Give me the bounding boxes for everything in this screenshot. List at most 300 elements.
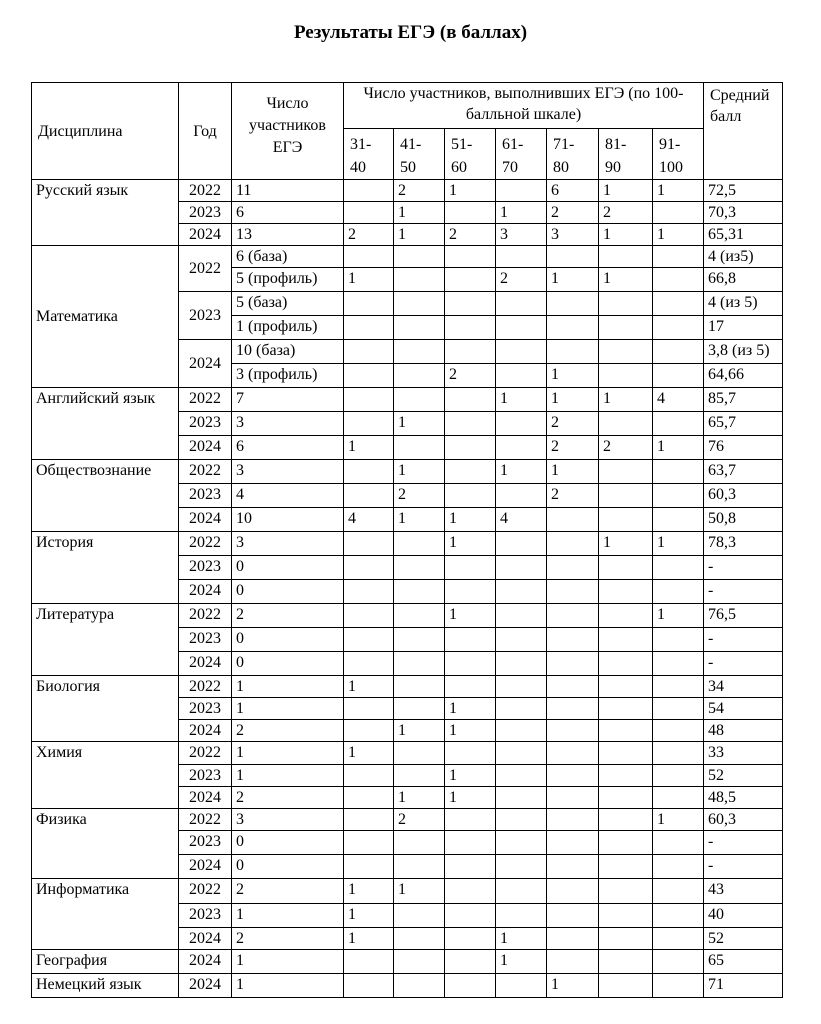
score-bin-cell <box>344 292 394 316</box>
score-bin-cell <box>445 292 496 316</box>
score-bin-cell <box>547 628 599 652</box>
average-score-cell: 4 (из5) <box>704 246 783 268</box>
score-bin-cell: 1 <box>394 412 445 436</box>
average-score-cell: - <box>704 652 783 676</box>
score-bin-cell: 1 <box>547 460 599 484</box>
average-score-cell: 54 <box>704 698 783 720</box>
score-bin-cell: 1 <box>496 460 547 484</box>
score-bin-cell <box>547 742 599 765</box>
score-bin-cell <box>445 268 496 292</box>
average-score-cell: 63,7 <box>704 460 783 484</box>
score-bin-cell <box>496 292 547 316</box>
score-bin-cell: 1 <box>653 604 704 628</box>
score-bin-cell <box>653 556 704 580</box>
year-cell: 2024 <box>179 340 232 388</box>
score-bin-cell <box>394 950 445 974</box>
score-bin-cell <box>599 950 653 974</box>
score-bin-cell <box>344 855 394 879</box>
average-score-cell: 33 <box>704 742 783 765</box>
participant-count-cell: 0 <box>232 580 344 604</box>
score-bin-cell <box>653 652 704 676</box>
score-bin-cell <box>547 556 599 580</box>
year-cell: 2022 <box>179 809 232 831</box>
score-bin-cell <box>344 340 394 364</box>
score-bin-cell <box>653 484 704 508</box>
average-score-cell: 71 <box>704 974 783 998</box>
score-bin-cell <box>599 809 653 831</box>
score-bin-cell: 2 <box>599 202 653 224</box>
average-score-cell: 72,5 <box>704 180 783 202</box>
score-bin-cell <box>599 580 653 604</box>
score-bin-cell <box>394 316 445 340</box>
score-bin-cell <box>445 484 496 508</box>
score-bin-cell: 1 <box>653 809 704 831</box>
score-bin-cell <box>653 460 704 484</box>
score-bin-cell <box>653 246 704 268</box>
score-bin-cell <box>344 180 394 202</box>
participant-count-cell: 5 (профиль) <box>232 268 344 292</box>
discipline-cell: Информатика <box>32 879 179 950</box>
participant-count-cell: 0 <box>232 831 344 855</box>
score-bin-cell <box>496 855 547 879</box>
participant-count-cell: 1 <box>232 676 344 698</box>
score-bin-cell <box>394 628 445 652</box>
average-score-cell: 34 <box>704 676 783 698</box>
score-bin-cell <box>653 292 704 316</box>
score-bin-cell <box>653 928 704 950</box>
score-bin-cell <box>653 676 704 698</box>
table-row <box>32 742 783 765</box>
score-bin-cell: 6 <box>547 180 599 202</box>
score-bin-cell <box>599 904 653 928</box>
score-bin-cell <box>599 364 653 388</box>
score-bin-cell <box>445 246 496 268</box>
score-bin-cell <box>344 809 394 831</box>
participant-count-cell: 6 <box>232 202 344 224</box>
header-score-bin: 61- 70 <box>496 129 547 180</box>
score-bin-cell: 1 <box>547 388 599 412</box>
participant-count-cell: 10 <box>232 508 344 532</box>
score-bin-cell: 2 <box>496 268 547 292</box>
score-bin-cell <box>344 532 394 556</box>
score-bin-cell: 1 <box>599 388 653 412</box>
average-score-cell: 65 <box>704 950 783 974</box>
participant-count-cell: 0 <box>232 855 344 879</box>
score-bin-cell <box>394 604 445 628</box>
score-bin-cell: 1 <box>394 202 445 224</box>
score-bin-cell: 1 <box>496 202 547 224</box>
discipline-cell: Литература <box>32 604 179 676</box>
table-row <box>32 180 783 202</box>
table-row <box>32 950 783 974</box>
score-bin-cell <box>344 787 394 809</box>
average-score-cell: 85,7 <box>704 388 783 412</box>
score-bin-cell: 1 <box>599 224 653 246</box>
participant-count-cell: 0 <box>232 628 344 652</box>
score-bin-cell: 2 <box>445 224 496 246</box>
score-bin-cell <box>445 652 496 676</box>
score-bin-cell <box>445 928 496 950</box>
year-cell: 2023 <box>179 904 232 928</box>
score-bin-cell <box>344 580 394 604</box>
score-bin-cell <box>445 904 496 928</box>
score-bin-cell <box>599 676 653 698</box>
score-bin-cell <box>496 180 547 202</box>
participant-count-cell: 6 (база) <box>232 246 344 268</box>
score-bin-cell <box>599 928 653 950</box>
score-bin-cell: 1 <box>653 436 704 460</box>
score-bin-cell <box>344 556 394 580</box>
score-bin-cell: 1 <box>445 508 496 532</box>
score-bin-cell: 1 <box>344 268 394 292</box>
participant-count-cell: 1 <box>232 698 344 720</box>
score-bin-cell: 1 <box>547 268 599 292</box>
score-bin-cell <box>394 388 445 412</box>
score-bin-cell <box>547 292 599 316</box>
score-bin-cell <box>653 904 704 928</box>
results-table <box>31 82 783 998</box>
score-bin-cell <box>599 460 653 484</box>
score-bin-cell <box>496 974 547 998</box>
score-bin-cell: 2 <box>344 224 394 246</box>
header-average-score: Средний балл <box>704 83 783 180</box>
score-bin-cell: 1 <box>344 676 394 698</box>
score-bin-cell <box>547 787 599 809</box>
year-cell: 2024 <box>179 974 232 998</box>
score-bin-cell <box>344 974 394 998</box>
score-bin-cell <box>394 904 445 928</box>
score-bin-cell <box>344 720 394 742</box>
participant-count-cell: 2 <box>232 928 344 950</box>
score-bin-cell: 3 <box>496 224 547 246</box>
average-score-cell: 66,8 <box>704 268 783 292</box>
year-cell: 2023 <box>179 765 232 787</box>
score-bin-cell <box>445 412 496 436</box>
discipline-cell: Математика <box>32 246 179 388</box>
score-bin-cell: 4 <box>344 508 394 532</box>
score-bin-cell <box>445 831 496 855</box>
score-bin-cell <box>547 698 599 720</box>
score-bin-cell <box>547 316 599 340</box>
score-bin-cell <box>599 855 653 879</box>
average-score-cell: 50,8 <box>704 508 783 532</box>
year-cell: 2024 <box>179 224 232 246</box>
score-bin-cell <box>599 742 653 765</box>
score-bin-cell <box>653 742 704 765</box>
score-bin-cell <box>653 580 704 604</box>
score-bin-cell: 1 <box>394 787 445 809</box>
score-bin-cell <box>599 316 653 340</box>
average-score-cell: 48 <box>704 720 783 742</box>
average-score-cell: - <box>704 831 783 855</box>
score-bin-cell: 1 <box>394 720 445 742</box>
score-bin-cell <box>653 787 704 809</box>
score-bin-cell <box>653 974 704 998</box>
score-bin-cell <box>547 580 599 604</box>
score-bin-cell: 1 <box>344 742 394 765</box>
discipline-cell: Физика <box>32 809 179 879</box>
score-bin-cell <box>547 720 599 742</box>
participant-count-cell: 3 <box>232 460 344 484</box>
participant-count-cell: 4 <box>232 484 344 508</box>
score-bin-cell: 1 <box>496 388 547 412</box>
average-score-cell: 64,66 <box>704 364 783 388</box>
score-bin-cell: 2 <box>547 202 599 224</box>
year-cell: 2023 <box>179 412 232 436</box>
score-bin-cell <box>653 340 704 364</box>
participant-count-cell: 1 <box>232 950 344 974</box>
year-cell: 2022 <box>179 388 232 412</box>
score-bin-cell <box>599 974 653 998</box>
score-bin-cell <box>496 484 547 508</box>
year-cell: 2022 <box>179 879 232 904</box>
score-bin-cell <box>653 855 704 879</box>
score-bin-cell: 1 <box>445 180 496 202</box>
discipline-cell: Немецкий язык <box>32 974 179 998</box>
score-bin-cell <box>653 316 704 340</box>
score-bin-cell <box>547 879 599 904</box>
year-cell: 2022 <box>179 460 232 484</box>
score-bin-cell <box>599 484 653 508</box>
score-bin-cell: 1 <box>653 180 704 202</box>
score-bin-cell <box>394 436 445 460</box>
score-bin-cell <box>344 316 394 340</box>
score-bin-cell <box>496 720 547 742</box>
score-bin-cell <box>496 787 547 809</box>
participant-count-cell: 1 <box>232 904 344 928</box>
score-bin-cell <box>445 436 496 460</box>
score-bin-cell <box>445 388 496 412</box>
score-bin-cell <box>445 556 496 580</box>
score-bin-cell <box>394 292 445 316</box>
table-row <box>32 460 783 484</box>
discipline-cell: Английский язык <box>32 388 179 460</box>
score-bin-cell <box>547 340 599 364</box>
score-bin-cell <box>547 928 599 950</box>
year-cell: 2023 <box>179 698 232 720</box>
average-score-cell: 4 (из 5) <box>704 292 783 316</box>
average-score-cell: - <box>704 580 783 604</box>
score-bin-cell <box>344 388 394 412</box>
participant-count-cell: 1 <box>232 765 344 787</box>
score-bin-cell <box>547 652 599 676</box>
average-score-cell: 52 <box>704 765 783 787</box>
year-cell: 2023 <box>179 628 232 652</box>
score-bin-cell: 1 <box>344 879 394 904</box>
participant-count-cell: 2 <box>232 787 344 809</box>
participant-count-cell: 3 <box>232 809 344 831</box>
average-score-cell: 48,5 <box>704 787 783 809</box>
score-bin-cell <box>547 765 599 787</box>
score-bin-cell <box>344 484 394 508</box>
score-bin-cell <box>394 855 445 879</box>
average-score-cell: 52 <box>704 928 783 950</box>
participant-count-cell: 7 <box>232 388 344 412</box>
participant-count-cell: 3 (профиль) <box>232 364 344 388</box>
average-score-cell: - <box>704 855 783 879</box>
score-bin-cell <box>496 246 547 268</box>
score-bin-cell <box>445 202 496 224</box>
score-bin-cell <box>547 532 599 556</box>
score-bin-cell <box>344 202 394 224</box>
score-bin-cell <box>653 508 704 532</box>
score-bin-cell <box>394 928 445 950</box>
header-discipline: Дисциплина <box>32 83 179 180</box>
year-cell: 2023 <box>179 556 232 580</box>
score-bin-cell <box>394 246 445 268</box>
participant-count-cell: 0 <box>232 556 344 580</box>
score-bin-cell <box>344 831 394 855</box>
table-row <box>32 974 783 998</box>
average-score-cell: 65,7 <box>704 412 783 436</box>
table-row <box>32 388 783 412</box>
score-bin-cell: 2 <box>547 436 599 460</box>
score-bin-cell <box>394 698 445 720</box>
participant-count-cell: 6 <box>232 436 344 460</box>
year-cell: 2024 <box>179 508 232 532</box>
average-score-cell: 78,3 <box>704 532 783 556</box>
score-bin-cell: 1 <box>445 532 496 556</box>
table-row <box>32 246 783 268</box>
score-bin-cell <box>599 628 653 652</box>
score-bin-cell <box>599 292 653 316</box>
year-cell: 2024 <box>179 950 232 974</box>
score-bin-cell <box>344 950 394 974</box>
score-bin-cell <box>496 698 547 720</box>
score-bin-cell <box>653 268 704 292</box>
header-score-bin: 51- 60 <box>445 129 496 180</box>
score-bin-cell: 1 <box>445 765 496 787</box>
discipline-cell: Химия <box>32 742 179 809</box>
score-bin-cell: 2 <box>394 809 445 831</box>
score-bin-cell <box>496 556 547 580</box>
average-score-cell: - <box>704 556 783 580</box>
discipline-cell: Обществознание <box>32 460 179 532</box>
score-bin-cell <box>445 879 496 904</box>
score-bin-cell: 1 <box>394 460 445 484</box>
participant-count-cell: 3 <box>232 412 344 436</box>
score-bin-cell <box>547 855 599 879</box>
score-bin-cell: 2 <box>445 364 496 388</box>
discipline-cell: География <box>32 950 179 974</box>
score-bin-cell <box>344 698 394 720</box>
score-bin-cell: 1 <box>445 720 496 742</box>
score-bin-cell: 1 <box>445 698 496 720</box>
score-bin-cell <box>344 246 394 268</box>
score-bin-cell: 2 <box>547 484 599 508</box>
score-bin-cell: 1 <box>344 436 394 460</box>
table-row <box>32 604 783 628</box>
score-bin-cell <box>344 364 394 388</box>
score-bin-cell <box>599 246 653 268</box>
score-bin-cell: 4 <box>496 508 547 532</box>
score-bin-cell <box>394 652 445 676</box>
year-cell: 2024 <box>179 580 232 604</box>
score-bin-cell <box>496 340 547 364</box>
score-bin-cell: 2 <box>394 180 445 202</box>
score-bin-cell <box>496 628 547 652</box>
score-bin-cell <box>394 676 445 698</box>
score-bin-cell: 1 <box>547 364 599 388</box>
score-bin-cell <box>547 676 599 698</box>
score-bin-cell <box>496 436 547 460</box>
score-bin-cell <box>394 532 445 556</box>
header-score-bin: 31- 40 <box>344 129 394 180</box>
year-cell: 2023 <box>179 831 232 855</box>
score-bin-cell: 1 <box>344 904 394 928</box>
score-bin-cell <box>547 508 599 532</box>
score-bin-cell <box>394 765 445 787</box>
discipline-cell: Биология <box>32 676 179 742</box>
score-bin-cell <box>653 628 704 652</box>
average-score-cell: 76,5 <box>704 604 783 628</box>
score-bin-cell <box>653 879 704 904</box>
score-bin-cell: 4 <box>653 388 704 412</box>
score-bin-cell <box>547 831 599 855</box>
average-score-cell: 76 <box>704 436 783 460</box>
score-bin-cell: 1 <box>599 532 653 556</box>
participant-count-cell: 13 <box>232 224 344 246</box>
score-bin-cell: 1 <box>394 879 445 904</box>
score-bin-cell: 1 <box>653 224 704 246</box>
participant-count-cell: 2 <box>232 720 344 742</box>
score-bin-cell <box>344 652 394 676</box>
score-bin-cell <box>653 831 704 855</box>
score-bin-cell <box>599 652 653 676</box>
score-bin-cell: 1 <box>445 604 496 628</box>
score-bin-cell <box>394 742 445 765</box>
average-score-cell: 40 <box>704 904 783 928</box>
score-bin-cell <box>547 950 599 974</box>
score-bin-cell <box>547 246 599 268</box>
average-score-cell: 17 <box>704 316 783 340</box>
score-bin-cell: 1 <box>344 928 394 950</box>
score-bin-cell <box>599 720 653 742</box>
year-cell: 2024 <box>179 928 232 950</box>
year-cell: 2024 <box>179 652 232 676</box>
score-bin-cell <box>496 676 547 698</box>
score-bin-cell <box>599 787 653 809</box>
discipline-cell: История <box>32 532 179 604</box>
page-title: Результаты ЕГЭ (в баллах) <box>293 22 528 43</box>
average-score-cell: 65,31 <box>704 224 783 246</box>
score-bin-cell <box>496 809 547 831</box>
score-bin-cell <box>599 508 653 532</box>
table-row <box>32 879 783 904</box>
score-bin-cell <box>445 628 496 652</box>
score-bin-cell <box>496 364 547 388</box>
score-bin-cell: 2 <box>547 412 599 436</box>
score-bin-cell <box>394 364 445 388</box>
score-bin-cell <box>599 765 653 787</box>
participant-count-cell: 10 (база) <box>232 340 344 364</box>
year-cell: 2023 <box>179 292 232 340</box>
score-bin-cell <box>344 460 394 484</box>
year-cell: 2024 <box>179 720 232 742</box>
average-score-cell: 60,3 <box>704 484 783 508</box>
table-row <box>32 676 783 698</box>
year-cell: 2023 <box>179 484 232 508</box>
score-bin-cell <box>653 950 704 974</box>
score-bin-cell <box>445 580 496 604</box>
score-bin-cell <box>445 855 496 879</box>
participant-count-cell: 2 <box>232 879 344 904</box>
score-bin-cell <box>344 628 394 652</box>
score-bin-cell <box>394 556 445 580</box>
header-score-group: Число участников, выполнивших ЕГЭ (по 100-балльной шкале) <box>344 83 704 129</box>
score-bin-cell <box>445 742 496 765</box>
participant-count-cell: 1 (профиль) <box>232 316 344 340</box>
